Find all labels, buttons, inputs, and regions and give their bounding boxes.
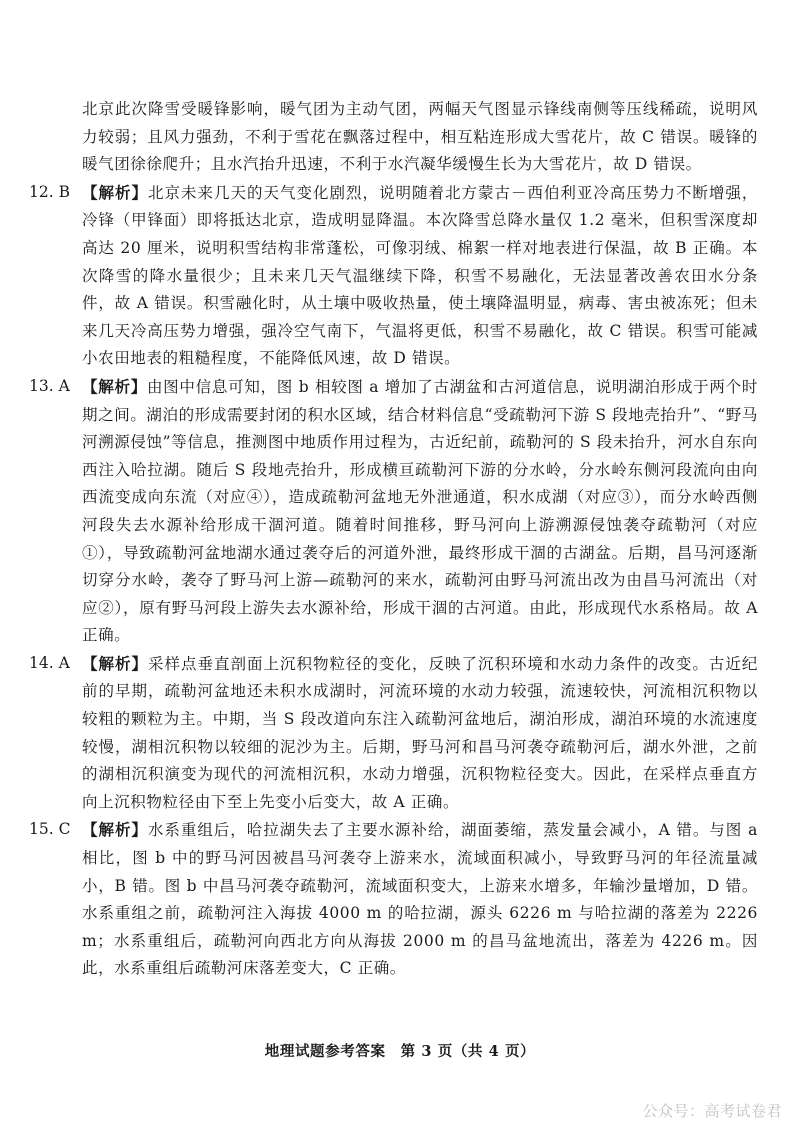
analysis-text: 由图中信息可知，图 b 相较图 a 增加了古湖盆和古河道信息，说明湖泊形成于两个时期之间。湖泊的形成需要封闭的积水区域，结合材料信息“受疏勒河下游 S 段地壳抬升”、“野马河溯源侵蚀”等信息，推测图中地质作用过程为，古近纪前，疏勒河的 S 段未抬升，河水自东向西注入哈拉湖。随后 S 段地壳抬升，形成横亘疏勒河下游的分水岭，分水岭东侧河段流向由向西流变成向东流（对应④），造成疏勒河盆地无外泄通道，积水成湖（对应③），而分水岭西侧河段失去水源补给形成干涸河道。随着时间推移，野马河向上游溯源侵蚀袭夺疏勒河（对应①），导致疏勒河盆地湖水通过袭夺后的河道外泄，最终形成干涸的古湖盆。后期，昌马河逐渐切穿分水岭，袭夺了野马河上游—疏勒河的来水，疏勒河由野马河流出改为由昌马河流出（对应②），原有野马河段上游失去水源补给，形成干涸的古河道。由此，形成现代水系格局。故 A 正确。 [82,377,758,645]
analysis-tag: 【解析】 [82,653,148,673]
continued-explanation: 北京此次降雪受暖锋影响，暖气团为主动气团，两幅天气图显示锋线南侧等压线稀疏，说明风力较弱；且风力强劲，不利于雪花在飘落过程中，相互粘连形成大雪花片，故 C 错误。暖锋的暖气团徐徐爬升；且水汽抬升迅速，不利于水汽凝华缓慢生长为大雪花片，故 D 错误。 [82,100,758,174]
answer-item-13 [29,373,758,650]
page-footer: 地理试题参考答案 第 3 页（共 4 页） [264,1043,536,1060]
question-number: 15. C [29,820,71,839]
analysis-tag: 【解析】 [82,820,148,840]
answer-content [29,96,759,983]
answer-item-15 [29,816,758,983]
analysis-text: 采样点垂直剖面上沉积物粒径的变化，反映了沉积环境和水动力条件的改变。古近纪前的早期，疏勒河盆地还未积水成湖时，河流环境的水动力较强，流速较快，河流相沉积物以较粗的颗粒为主。中期，当 S 段改道向东注入疏勒河盆地后，湖泊形成，湖泊环境的水流速度较慢，湖相沉积物以较细的泥沙为主。后期，野马河和昌马河袭夺疏勒河后，湖水外泄，之前的湖相沉积演变为现代的河流相沉积，水动力增强，沉积物粒径变大。因此，在采样点垂直方向上沉积物粒径由下至上先变小后变大，故 A 正确。 [82,654,759,811]
analysis-text: 北京未来几天的天气变化剧烈，说明随着北方蒙古－西伯利亚冷高压势力不断增强，冷锋（甲锋面）即将抵达北京，造成明显降温。本次降雪总降水量仅 1.2 毫米，但积雪深度却高达 20 厘米，说明积雪结构非常蓬松，可像羽绒、棉絮一样对地表进行保温，故 B 正确。本次降雪的降水量很少；且未来几天气温继续下降，积雪不易融化，无法显著改善农田水分条件，故 A 错误。积雪融化时，从土壤中吸收热量，使土壤降温明显，病毒、害虫被冻死；但未来几天冷高压势力增强，强冷空气南下，气温将更低，积雪不易融化，故 C 错误。积雪可能减小农田地表的粗糙程度，不能降低风速，故 D 错误。 [82,183,759,368]
question-number: 12. B [29,182,70,201]
watermark: 公众号：高考试卷君 [642,1102,782,1120]
question-number: 13. A [29,376,70,395]
analysis-tag: 【解析】 [82,182,148,202]
question-number: 14. A [29,653,70,672]
analysis-tag: 【解析】 [82,376,147,396]
analysis-text: 水系重组后，哈拉湖失去了主要水源补给，湖面萎缩，蒸发量会减小，A 错。与图 a 相比，图 b 中的野马河因被昌马河袭夺上游来水，流域面积减小，导致野马河的年径流量减小，B 错。图 b 中昌马河袭夺疏勒河，流域面积变大，上游来水增多，年输沙量增加，D 错。水系重组之前，疏勒河注入海拔 4000 m 的哈拉湖，源头 6226 m 与哈拉湖的落差为 2226 m；水系重组后，疏勒河向西北方向从海拔 2000 m 的昌马盆地流出，落差为 4226 m。因此，水系重组后疏勒河床落差变大，C 正确。 [82,821,758,978]
answer-item-12 [29,179,759,373]
answer-item-14 [29,650,759,817]
